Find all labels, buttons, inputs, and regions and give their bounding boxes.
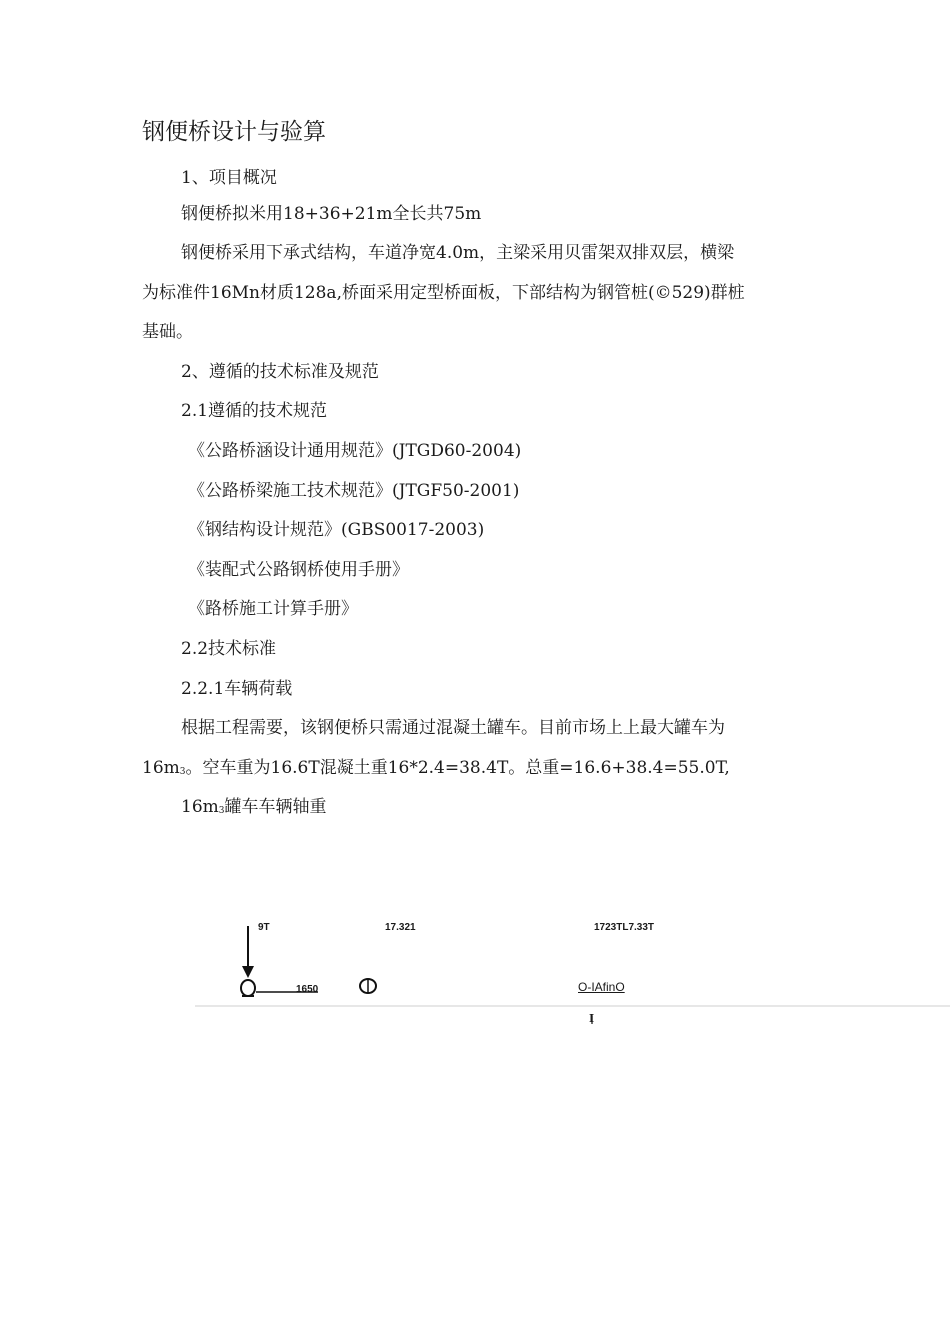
- load-line-1: 根据工程需要，该钢便桥只需通过混凝土罐车。目前市场上上最大罐车为: [181, 718, 725, 738]
- wheel-group-label: O-IAfinO: [578, 980, 625, 994]
- axle-load-label-right: 1723TL7.33T: [594, 922, 655, 933]
- overview-line-1: 钢便桥拟米用18+36+21m全长共75m: [181, 204, 482, 224]
- overview-line-3: 为标准件16Mn材质128a,桥面采用定型桥面板，下部结构为钢管桩(©529)群桩: [142, 283, 745, 303]
- wheel-left-icon: [241, 980, 255, 996]
- section-2-2-1-heading: 2.2.1车辆荷载: [181, 679, 293, 699]
- axle-diagram-drawing: [190, 912, 950, 1042]
- axle-load-label-middle: 17.321: [385, 922, 416, 933]
- load-line-2-post: 。空车重为16.6T混凝土重16*2.4=38.4T。总重=16.6+38.4=55.0T,: [185, 758, 730, 778]
- reference-item: 《公路桥涵设计通用规范》(JTGD60-2004): [188, 441, 522, 461]
- section-2-2-heading: 2.2技术标准: [181, 639, 277, 659]
- axle-load-label-left: 9T: [258, 922, 270, 933]
- load-line-2-pre: 16m: [142, 758, 180, 778]
- axle-caption-pre: 16m: [181, 797, 219, 817]
- load-arrow-head: [242, 966, 254, 978]
- axle-spacing-label: 1650: [296, 984, 319, 995]
- reference-item: 《路桥施工计算手册》: [188, 599, 358, 619]
- load-line-2: [142, 756, 730, 784]
- axle-load-diagram: [190, 912, 950, 1042]
- section-2-heading: 2、遵循的技术标准及规范: [181, 362, 379, 382]
- section-1-heading: 1、项目概况: [181, 168, 277, 188]
- axle-caption-sub: 3: [218, 806, 225, 816]
- overview-line-2: 钢便桥采用下承式结构，车道净宽4.0m，主梁采用贝雷架双排双层，横梁: [181, 243, 735, 263]
- section-2-1-heading: 2.1遵循的技术规范: [181, 401, 328, 421]
- tick-label: I: [589, 1012, 595, 1025]
- axle-caption-post: 罐车车辆轴重: [224, 797, 327, 817]
- reference-item: 《钢结构设计规范》(GBS0017-2003): [188, 520, 485, 540]
- reference-item: 《装配式公路钢桥使用手册》: [188, 560, 409, 580]
- axle-load-caption: [181, 795, 327, 823]
- document-title: 钢便桥设计与验算: [142, 119, 326, 145]
- reference-item: 《公路桥梁施工技术规范》(JTGF50-2001): [188, 481, 520, 501]
- overview-line-4: 基础。: [142, 322, 193, 342]
- load-line-2-sub: 3: [179, 767, 186, 777]
